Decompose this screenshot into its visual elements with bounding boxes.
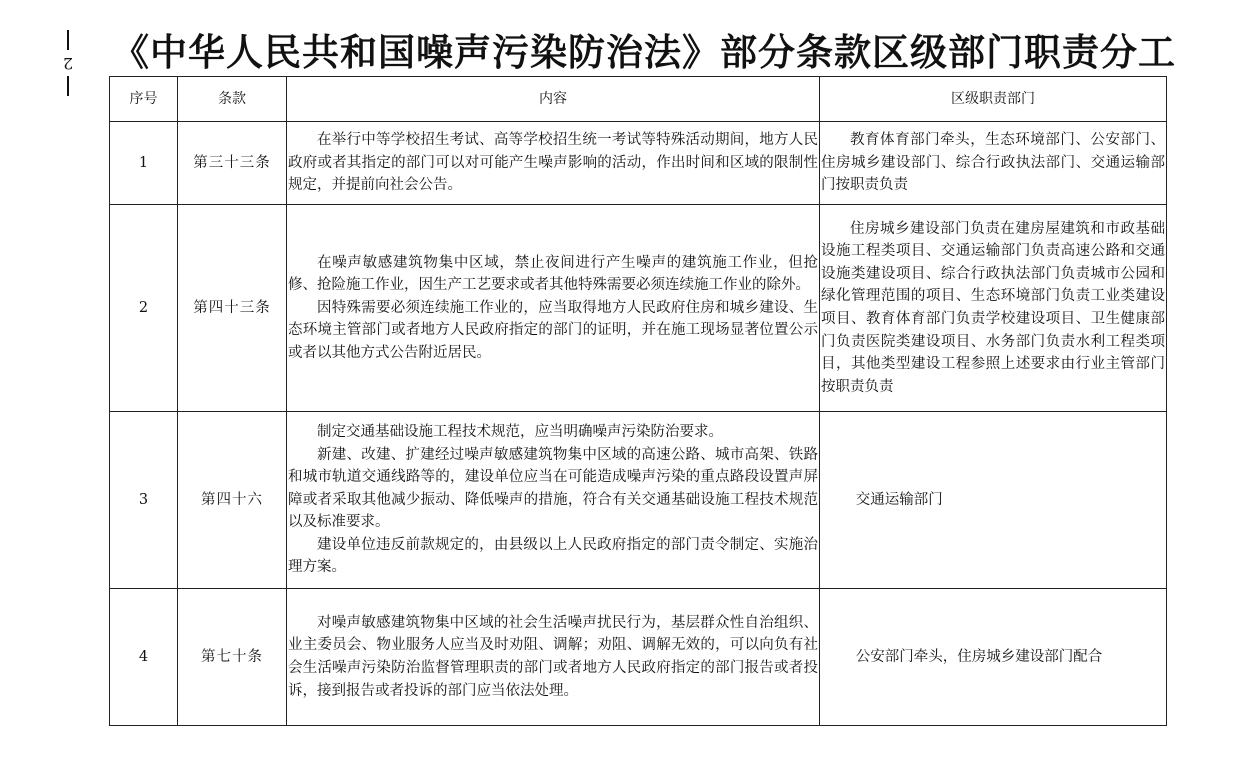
content-paragraph: 在噪声敏感建筑物集中区域，禁止夜间进行产生噪声的建筑施工作业，但抢修、抢险施工作业，因生产工艺要求或者其他特殊需要必须连续施工作业的除外。 [288, 254, 818, 294]
dept-text: 住房城乡建设部门负责在建房屋建筑和市政基础设施工程类项目、交通运输部门负责高速公路和交通设施类建设项目、综合行政执法部门负责城市公园和绿化管理范围的项目、生态环境部门负责工业类建设项目、教育体育部门负责学校建设项目、卫生健康部门负责医院类建设项目、水务部门负责水利工程类项目，其他类型建设工程参照上述要求由行业主管部门按职责负责 [821, 220, 1165, 395]
content-paragraph: 制定交通基础设施工程技术规范，应当明确噪声污染防治要求。 [317, 423, 723, 440]
content-paragraph: 因特殊需要必须连续施工作业的，应当取得地方人民政府住房和城乡建设、生态环境主管部门或者地方人民政府指定的部门的证明，并在施工现场显著位置公示或者以其他方式公告附近居民。 [288, 299, 818, 361]
dept-text: 交通运输部门 [855, 491, 943, 508]
table-row [110, 589, 1167, 726]
row-content [287, 589, 820, 726]
row-no: 3 [110, 412, 178, 589]
document-title: 《中华人民共和国噪声污染防治法》部分条款区级部门职责分工 [112, 30, 1176, 74]
row-no: 4 [110, 589, 178, 726]
row-no: 1 [110, 122, 178, 205]
responsibility-table [109, 76, 1167, 726]
content-paragraph: 新建、改建、扩建经过噪声敏感建筑物集中区域的高速公路、城市高架、铁路和城市轨道交通线路等的，建设单位应当在可能造成噪声污染的重点路段设置声屏障或者采取其他减少振动、降低噪声的措施，符合有关交通基础设施工程技术规范以及标准要求。 [288, 446, 818, 531]
row-article: 第七十条 [178, 589, 287, 726]
table-row [110, 412, 1167, 589]
content-paragraph: 建设单位违反前款规定的，由县级以上人民政府指定的部门责令制定、实施治理方案。 [288, 536, 818, 576]
table-row [110, 205, 1167, 412]
row-article: 第三十三条 [178, 122, 287, 205]
row-content [287, 412, 820, 589]
header-content: 内容 [287, 77, 820, 122]
header-no: 序号 [110, 77, 178, 122]
page-number [58, 30, 78, 96]
dept-text: 公安部门牵头，住房城乡建设部门配合 [855, 648, 1103, 665]
row-dept [820, 122, 1167, 205]
dept-text: 教育体育部门牵头，生态环境部门、公安部门、住房城乡建设部门、综合行政执法部门、交通运输部门按职责负责 [821, 132, 1165, 194]
row-article: 第四十三条 [178, 205, 287, 412]
row-dept [820, 205, 1167, 412]
row-dept [820, 412, 1167, 589]
row-dept [820, 589, 1167, 726]
row-no: 2 [110, 205, 178, 412]
header-dept: 区级职责部门 [820, 77, 1167, 122]
page-number-digit: 2 [62, 54, 74, 74]
page-number-bar-top [67, 30, 69, 50]
row-content [287, 122, 820, 205]
content-paragraph: 在举行中等学校招生考试、高等学校招生统一考试等特殊活动期间，地方人民政府或者其指定的部门可以对可能产生噪声影响的活动，作出时间和区域的限制性规定，并提前向社会公告。 [288, 132, 818, 194]
table-row [110, 122, 1167, 205]
row-content [287, 205, 820, 412]
page-number-bar-bottom [67, 76, 69, 96]
header-article: 条款 [178, 77, 287, 122]
table-header-row [110, 77, 1167, 122]
content-paragraph: 对噪声敏感建筑物集中区域的社会生活噪声扰民行为，基层群众性自治组织、业主委员会、物业服务人应当及时劝阻、调解；劝阻、调解无效的，可以向负有社会生活噪声污染防治监督管理职责的部门或者地方人民政府指定的部门报告或者投诉，接到报告或者投诉的部门应当依法处理。 [288, 614, 818, 699]
row-article: 第四十六 [178, 412, 287, 589]
